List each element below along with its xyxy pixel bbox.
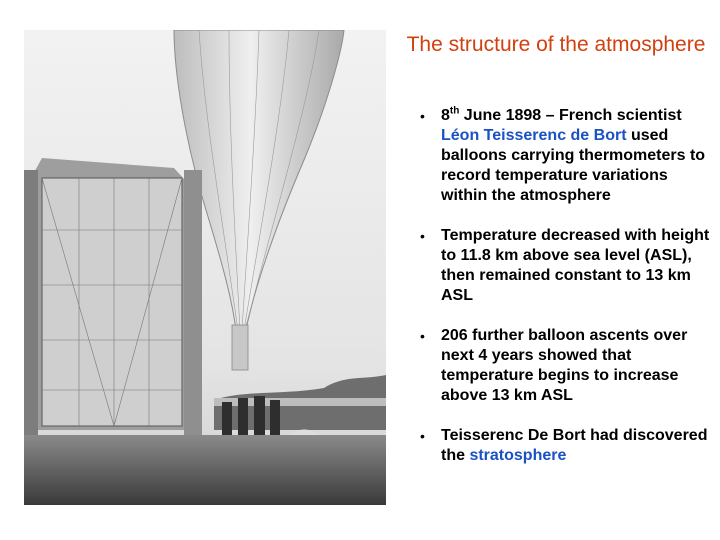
bullet-4-text-before: Teisserenc De Bort had discovered the: [441, 427, 708, 464]
bullet-item-4: [412, 426, 712, 466]
bullet-dot-icon: •: [420, 228, 425, 244]
bullet-1-text-before: June 1898 – French scientist: [459, 107, 682, 124]
bullet-dot-icon: •: [420, 108, 425, 124]
bullet-1-text-after: used balloons carrying thermometers to record temperature variations within the atmosphere: [441, 127, 706, 204]
bullet-item-2: [412, 226, 712, 306]
bullet-item-1: [412, 106, 712, 206]
bullet-item-3: [412, 326, 712, 406]
stratosphere-link[interactable]: stratosphere: [469, 447, 567, 464]
date-suffix: th: [449, 105, 460, 117]
bullet-2-text: Temperature decreased with height to 11.8 km above sea level (ASL), then remained constant to 13 km ASL: [441, 227, 710, 304]
scientist-name-link[interactable]: Léon Teisserenc de Bort: [441, 127, 627, 144]
slide-title: The structure of the atmosphere: [406, 33, 706, 56]
bullet-dot-icon: •: [420, 328, 425, 344]
bullet-dot-icon: •: [420, 428, 425, 444]
bullet-list: [412, 106, 712, 486]
date-day: 8: [441, 107, 450, 124]
balloon-hangar-photo: [24, 30, 386, 505]
bullet-3-text: 206 further balloon ascents over next 4 years showed that temperature begins to increase above 13 km ASL: [441, 327, 688, 404]
